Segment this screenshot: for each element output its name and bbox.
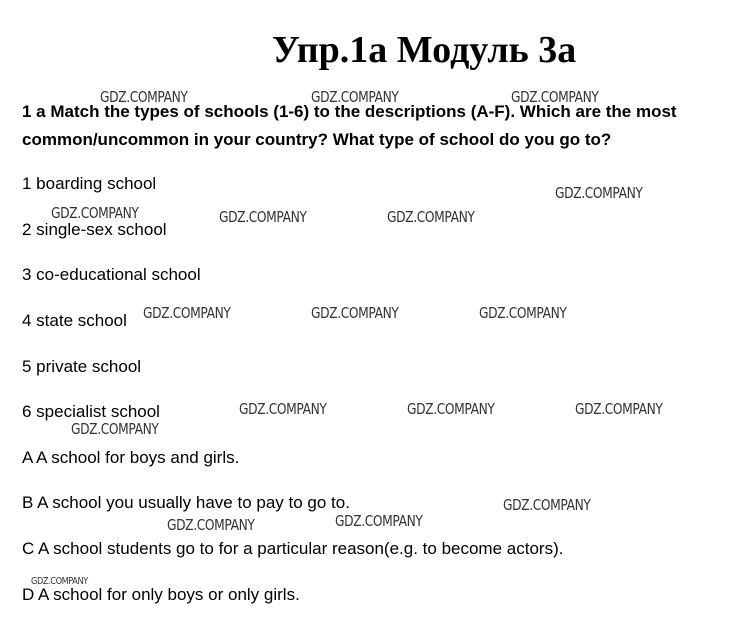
school-type-1: 1 boarding school xyxy=(22,174,157,193)
watermark: GDZ.COMPANY xyxy=(51,204,139,222)
watermark: GDZ.COMPANY xyxy=(31,576,88,587)
watermark: GDZ.COMPANY xyxy=(335,512,423,530)
description-c: C A school students go to for a particular reason(e.g. to become actors). xyxy=(22,539,564,558)
watermark: GDZ.COMPANY xyxy=(387,208,475,226)
description-b: B A school you usually have to pay to go to. xyxy=(22,493,350,512)
watermark: GDZ.COMPANY xyxy=(311,88,399,106)
school-type-2: 2 single-sex school xyxy=(22,220,167,239)
task-instructions: 1 a Match the types of schools (1-6) to the descriptions (A-F). Which are the most common/uncommon in your country? What type of school do you go to? xyxy=(22,102,677,149)
watermark: GDZ.COMPANY xyxy=(71,420,159,438)
school-type-3: 3 co-educational school xyxy=(22,265,201,284)
description-a: A A school for boys and girls. xyxy=(22,448,240,467)
watermark: GDZ.COMPANY xyxy=(555,184,643,202)
watermark: GDZ.COMPANY xyxy=(503,496,591,514)
description-d: D A school for only boys or only girls. xyxy=(22,585,300,604)
watermark: GDZ.COMPANY xyxy=(219,208,307,226)
watermark: GDZ.COMPANY xyxy=(575,400,663,418)
watermark: GDZ.COMPANY xyxy=(479,304,567,322)
watermark: GDZ.COMPANY xyxy=(511,88,599,106)
school-type-4: 4 state school xyxy=(22,311,127,330)
school-type-6: 6 specialist school xyxy=(22,402,160,421)
watermark: GDZ.COMPANY xyxy=(407,400,495,418)
school-type-5: 5 private school xyxy=(22,357,142,376)
watermark: GDZ.COMPANY xyxy=(143,304,231,322)
page-title: Упр.1а Модуль 3а xyxy=(272,29,577,71)
watermark: GDZ.COMPANY xyxy=(239,400,327,418)
watermark: GDZ.COMPANY xyxy=(311,304,399,322)
watermark: GDZ.COMPANY xyxy=(100,88,188,106)
watermark: GDZ.COMPANY xyxy=(167,516,255,534)
